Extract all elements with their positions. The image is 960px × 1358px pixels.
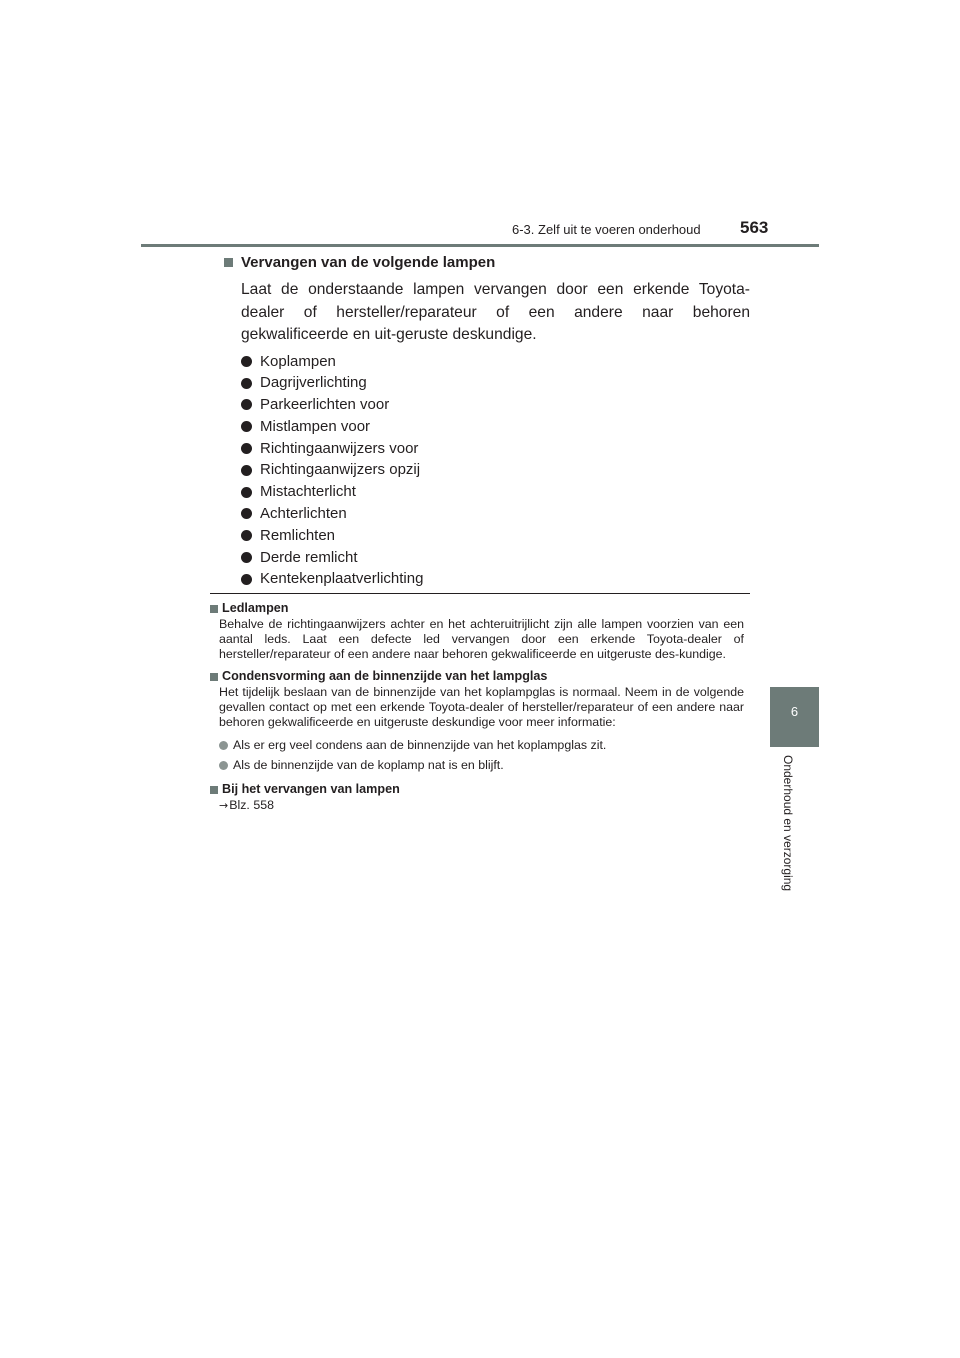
page-reference[interactable] — [219, 798, 744, 813]
list-item: Mistachterlicht — [241, 481, 750, 503]
section-heading — [224, 254, 750, 271]
bullet-dot-icon — [219, 741, 228, 750]
lamp-list — [241, 351, 750, 591]
chapter-tab[interactable] — [770, 687, 819, 747]
note-ledlampen — [210, 600, 744, 662]
list-item: Koplampen — [241, 351, 750, 373]
bullet-dot-icon — [241, 465, 252, 476]
list-item: Remlichten — [241, 525, 750, 547]
bullet-dot-icon — [241, 552, 252, 563]
note-vervangen — [210, 781, 744, 813]
bullet-dot-icon — [241, 487, 252, 498]
bullet-dot-icon — [241, 378, 252, 389]
section-heading-text: Vervangen van de volgende lampen — [241, 254, 496, 271]
list-item: Achterlichten — [241, 503, 750, 525]
page-reference-text: Blz. 558 — [229, 798, 274, 812]
intro-paragraph: Laat de onderstaande lampen vervangen door een erkende Toyota-dealer of hersteller/reparateur of een andere naar behoren gekwalificeerde en uit-geruste deskundige. — [241, 281, 750, 343]
bullet-dot-icon — [241, 356, 252, 367]
header-rule — [141, 244, 819, 247]
page-number: 563 — [740, 218, 769, 237]
bullet-dot-icon — [241, 508, 252, 519]
list-item: Als er erg veel condens aan de binnenzijde van het koplampglas zit. — [219, 735, 744, 755]
note-title: Bij het vervangen van lampen — [210, 781, 744, 798]
list-item: Dagrijverlichting — [241, 372, 750, 394]
bullet-dot-icon — [241, 421, 252, 432]
arrow-right-icon: → — [219, 799, 229, 812]
list-item: Mistlampen voor — [241, 416, 750, 438]
list-item: Richtingaanwijzers opzij — [241, 459, 750, 481]
note-body: Het tijdelijk beslaan van de binnenzijde van het koplampglas is normaal. Neem in de volgende gevallen contact op met een erkende Toyota-dealer of hersteller/reparateur of een andere naar behoren gekwalificeerde en uitgeruste deskundige voor meer informatie: — [219, 685, 744, 729]
note-title: Ledlampen — [210, 600, 744, 617]
bullet-dot-icon — [241, 574, 252, 585]
square-bullet-icon — [210, 605, 218, 613]
notes-section — [210, 600, 744, 819]
bullet-dot-icon — [241, 443, 252, 454]
note-bullet-list — [219, 735, 744, 775]
list-item: Parkeerlichten voor — [241, 394, 750, 416]
bullet-dot-icon — [241, 530, 252, 541]
list-item: Richtingaanwijzers voor — [241, 438, 750, 460]
chapter-label: Onderhoud en verzorging — [781, 755, 795, 892]
note-body: Behalve de richtingaanwijzers achter en het achteruitrijlicht zijn alle lampen voorzien van een aantal leds. Laat een defecte led vervangen door een erkende Toyota-dealer of hersteller/reparateur of een andere naar behoren gekwalificeerde en uitgeruste des-kundige. — [219, 617, 744, 661]
square-bullet-icon — [210, 673, 218, 681]
square-bullet-icon — [224, 258, 233, 267]
chapter-number: 6 — [790, 704, 799, 719]
bullet-dot-icon — [219, 761, 228, 770]
list-item: Als de binnenzijde van de koplamp nat is en blijft. — [219, 755, 744, 775]
bullet-dot-icon — [241, 399, 252, 410]
list-item: Derde remlicht — [241, 547, 750, 569]
square-bullet-icon — [210, 786, 218, 794]
note-condensvorming — [210, 668, 744, 775]
main-section — [224, 254, 750, 590]
notes-divider — [210, 593, 750, 594]
note-title: Condensvorming aan de binnenzijde van het lampglas — [210, 668, 744, 685]
section-title: 6-3. Zelf uit te voeren onderhoud — [512, 222, 701, 237]
list-item: Kentekenplaatverlichting — [241, 568, 750, 590]
